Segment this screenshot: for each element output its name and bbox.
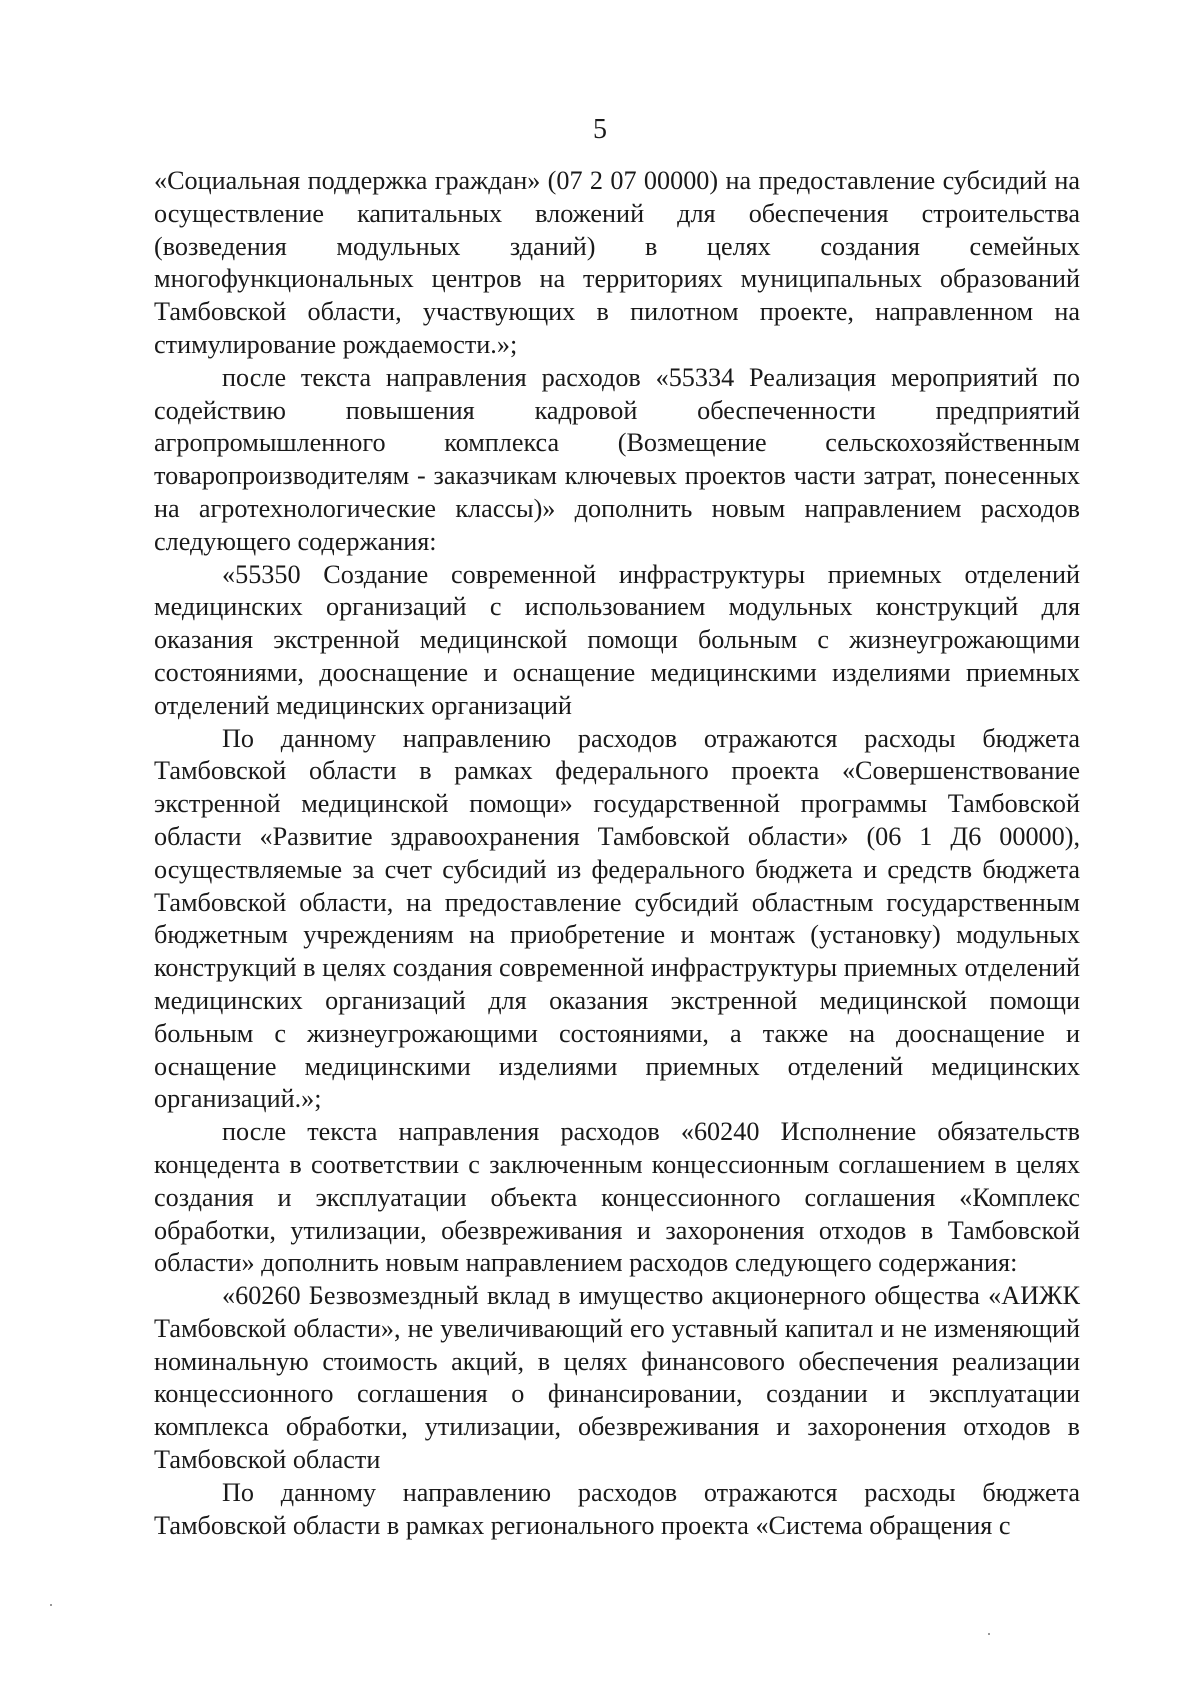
paragraph-5: после текста направления расходов «60240 Исполнение обязательств концедента в соответствии с заключенным концессионным соглашением в целях создания и эксплуатации объекта концессионного соглашения «Комплекс обработки, утилизации, обезвреживания и захоронения отходов в Тамбовской области» дополнить новым направлением расходов следующего содержания: xyxy=(154,1117,1080,1278)
paragraph-2: после текста направления расходов «55334 Реализация мероприятий по содействию повышения кадровой обеспеченности предприятий агропромышленного комплекса (Возмещение сельскохозяйственным товаропроизводителям - заказчикам ключевых проектов части затрат, понесенных на агротехнологические классы)» дополнить новым направлением расходов следующего содержания: xyxy=(154,362,1080,556)
paragraph-6: «60260 Безвозмездный вклад в имущество акционерного общества «АИЖК Тамбовской области», не увеличивающий его уставный капитал и не изменяющий номинальную стоимость акций, в целях финансового обеспечения реализации концессионного соглашения о финансировании, создании и эксплуатации комплекса обработки, утилизации, обезвреживания и захоронения отходов в Тамбовской области xyxy=(154,1281,1080,1475)
paragraph-1: «Социальная поддержка граждан» (07 2 07 00000) на предоставление субсидий на осуществление капитальных вложений для обеспечения строительства (возведения модульных зданий) в целях создания семейных многофункциональных центров на территориях муниципальных образований Тамбовской области, участвующих в пилотном проекте, направленном на стимулирование рождаемости.»; xyxy=(154,166,1080,359)
paragraph-3: «55350 Создание современной инфраструктуры приемных отделений медицинских организаций с использованием модульных конструкций для оказания экстренной медицинской помощи больным с жизнеугрожающими состояниями, дооснащение и оснащение медицинскими изделиями приемных отделений медицинских организаций xyxy=(154,559,1080,720)
scan-speck xyxy=(988,1633,990,1635)
page-number: 5 xyxy=(593,114,607,145)
paragraph-4: По данному направлению расходов отражаются расходы бюджета Тамбовской области в рамках федерального проекта «Совершенствование экстренной медицинской помощи» государственной программы Тамбовской области «Развитие здравоохранения Тамбовской области» (06 1 Д6 00000), осуществляемые за счет субсидий из федерального бюджета и средств бюджета Тамбовской области, на предоставление субсидий областным государственным бюджетным учреждениям на приобретение и монтаж (установку) модульных конструкций в целях создания современной инфраструктуры приемных отделений медицинских организаций для оказания экстренной медицинской помощи больным с жизнеугрожающими состояниями, а также на дооснащение и оснащение медицинскими изделиями приемных отделений медицинских организаций.»; xyxy=(154,723,1080,1114)
paragraph-7: По данному направлению расходов отражаются расходы бюджета Тамбовской области в рамках регионального проекта «Система обращения с xyxy=(154,1477,1080,1540)
scan-speck xyxy=(50,1604,52,1606)
document-body xyxy=(154,165,1080,1542)
